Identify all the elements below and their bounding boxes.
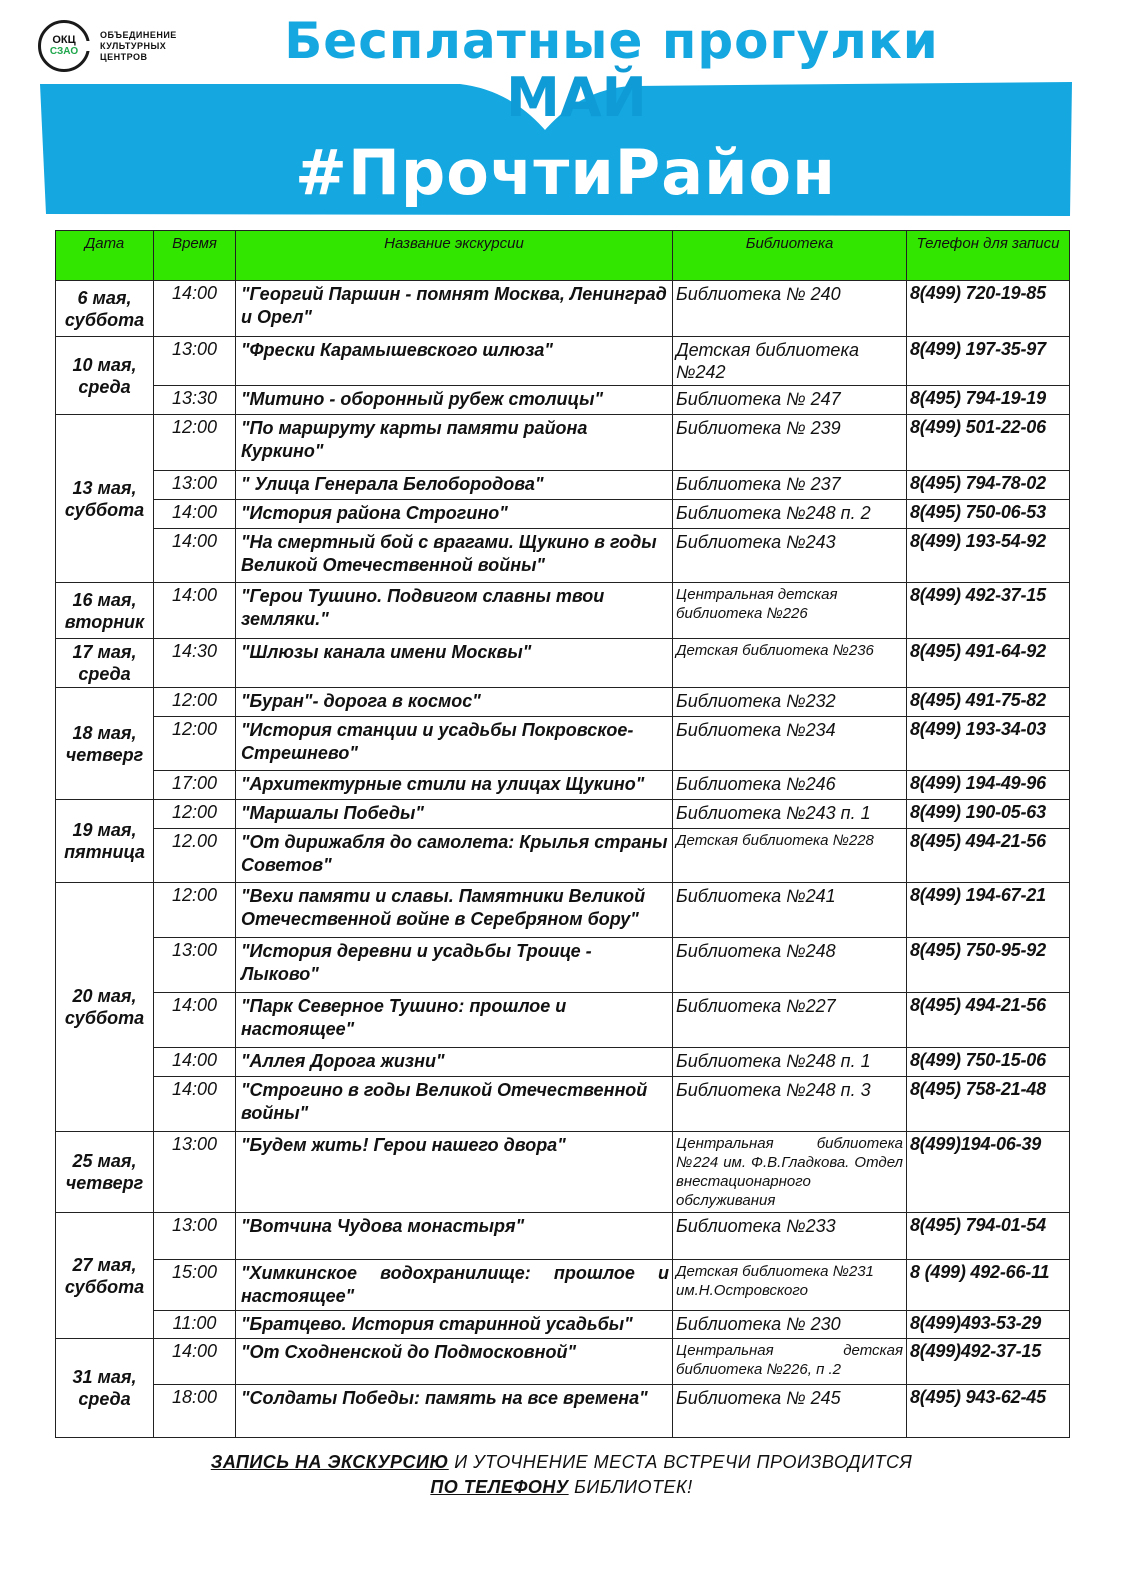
date-cell: 19 мая, пятница (56, 800, 154, 883)
excursion-name-cell: "Строгино в годы Великой Отечественной войны" (236, 1077, 673, 1132)
phone-cell: 8(499) 750-15-06 (907, 1048, 1070, 1077)
time-cell: 14:00 (154, 993, 236, 1048)
phone-cell: 8(499) 194-49-96 (907, 771, 1070, 800)
library-cell: Библиотека №227 (673, 993, 907, 1048)
phone-cell: 8(499) 197-35-97 (907, 337, 1070, 386)
library-cell: Центральная детская библиотека №226 (673, 583, 907, 639)
table-row (56, 1213, 1070, 1260)
excursion-name-cell: "От дирижабля до самолета: Крылья страны Советов" (236, 829, 673, 883)
table-row (56, 688, 1070, 717)
time-cell: 13:00 (154, 938, 236, 993)
excursion-name-cell: "Георгий Паршин - помнят Москва, Ленинград и Орел" (236, 281, 673, 337)
footer-underlined-2: ПО ТЕЛЕФОНУ (430, 1477, 569, 1497)
date-cell: 16 мая, вторник (56, 583, 154, 639)
library-cell: Библиотека №243 п. 1 (673, 800, 907, 829)
excursion-name-cell: "На смертный бой с врагами. Щукино в годы Великой Отечественной войны" (236, 529, 673, 583)
time-cell: 14:00 (154, 281, 236, 337)
library-cell: Детская библиотека №231 им.Н.Островского (673, 1260, 907, 1311)
date-cell: 13 мая, суббота (56, 415, 154, 583)
excursion-name-cell: "Буран"- дорога в космос" (236, 688, 673, 717)
library-cell: Библиотека № 247 (673, 386, 907, 415)
library-cell: Библиотека № 230 (673, 1311, 907, 1339)
logo-abbr: ОКЦ (52, 34, 76, 46)
phone-cell: 8(499) 720-19-85 (907, 281, 1070, 337)
library-cell: Центральная детская библиотека №226, п .2 (673, 1339, 907, 1385)
library-cell: Библиотека №248 п. 2 (673, 500, 907, 529)
phone-cell: 8(495) 750-06-53 (907, 500, 1070, 529)
table-row (56, 883, 1070, 938)
excursion-name-cell: "Солдаты Победы: память на все времена" (236, 1385, 673, 1438)
table-row (56, 471, 1070, 500)
excursion-name-cell: "Вехи памяти и славы. Памятники Великой Отечественной войне в Серебряном бору" (236, 883, 673, 938)
library-cell: Центральная библиотека №224 им. Ф.В.Гладкова. Отдел внестационарного обслуживания (673, 1132, 907, 1213)
table-row (56, 1048, 1070, 1077)
excursion-name-cell: "Шлюзы канала имени Москвы" (236, 639, 673, 688)
footer-text-1: И УТОЧНЕНИЕ МЕСТА ВСТРЕЧИ ПРОИЗВОДИТСЯ (448, 1452, 913, 1472)
excursion-name-cell: "Будем жить! Герои нашего двора" (236, 1132, 673, 1213)
footer-line-2 (0, 1477, 1123, 1498)
library-cell: Детская библиотека №228 (673, 829, 907, 883)
table-row (56, 1311, 1070, 1339)
library-cell: Библиотека № 245 (673, 1385, 907, 1438)
date-cell: 10 мая, среда (56, 337, 154, 415)
excursion-name-cell: "История района Строгино" (236, 500, 673, 529)
time-cell: 12:00 (154, 800, 236, 829)
excursion-name-cell: " Улица Генерала Белобородова" (236, 471, 673, 500)
footer-underlined-1: ЗАПИСЬ НА ЭКСКУРСИЮ (210, 1452, 449, 1472)
time-cell: 12:00 (154, 688, 236, 717)
phone-cell: 8(495) 794-19-19 (907, 386, 1070, 415)
phone-cell: 8(495) 494-21-56 (907, 829, 1070, 883)
time-cell: 13:00 (154, 1132, 236, 1213)
excursion-name-cell: "История деревни и усадьбы Троице - Лыково" (236, 938, 673, 993)
schedule-body (56, 281, 1070, 1438)
library-cell: Библиотека №233 (673, 1213, 907, 1260)
table-row (56, 1077, 1070, 1132)
time-cell: 18:00 (154, 1385, 236, 1438)
library-cell: Библиотека № 237 (673, 471, 907, 500)
library-cell: Библиотека №241 (673, 883, 907, 938)
table-row (56, 639, 1070, 688)
time-cell: 12:00 (154, 717, 236, 771)
phone-cell: 8(495) 750-95-92 (907, 938, 1070, 993)
date-cell: 31 мая, среда (56, 1339, 154, 1438)
table-row (56, 1385, 1070, 1438)
table-row (56, 415, 1070, 471)
table-row (56, 771, 1070, 800)
time-cell: 13:30 (154, 386, 236, 415)
excursion-name-cell: "Братцево. История старинной усадьбы" (236, 1311, 673, 1339)
footer-text-2: БИБЛИОТЕК! (568, 1477, 693, 1497)
excursion-name-cell: "Митино - оборонный рубеж столицы" (236, 386, 673, 415)
footer-line-1 (0, 1452, 1123, 1473)
library-cell: Библиотека №248 п. 1 (673, 1048, 907, 1077)
table-row (56, 800, 1070, 829)
library-cell: Библиотека №248 (673, 938, 907, 993)
phone-cell: 8(499) 193-54-92 (907, 529, 1070, 583)
excursion-name-cell: "История станции и усадьбы Покровское-Стрешнево" (236, 717, 673, 771)
phone-cell: 8(499)493-53-29 (907, 1311, 1070, 1339)
col-header-library: Библиотека (673, 231, 907, 281)
time-cell: 14:00 (154, 583, 236, 639)
time-cell: 12:00 (154, 883, 236, 938)
table-row (56, 529, 1070, 583)
logo-sub: СЗАО (49, 46, 79, 57)
library-cell: Детская библиотека №236 (673, 639, 907, 688)
table-row (56, 500, 1070, 529)
excursion-name-cell: "Вотчина Чудова монастыря" (236, 1213, 673, 1260)
phone-cell: 8(495) 491-64-92 (907, 639, 1070, 688)
time-cell: 12:00 (154, 415, 236, 471)
library-cell: Детская библиотека №242 (673, 337, 907, 386)
excursion-name-cell: "Химкинское водохранилище: прошлое и настоящее" (236, 1260, 673, 1311)
table-row (56, 281, 1070, 337)
table-row (56, 583, 1070, 639)
phone-cell: 8(499) 193-34-03 (907, 717, 1070, 771)
page-title: Бесплатные прогулки (284, 12, 939, 70)
month-title: МАЙ (506, 66, 647, 129)
date-cell: 25 мая, четверг (56, 1132, 154, 1213)
phone-cell: 8(499)194-06-39 (907, 1132, 1070, 1213)
table-header-row (56, 231, 1070, 281)
phone-cell: 8(495) 794-01-54 (907, 1213, 1070, 1260)
library-cell: Библиотека №243 (673, 529, 907, 583)
time-cell: 14:00 (154, 500, 236, 529)
excursion-name-cell: "Герои Тушино. Подвигом славны твои земляки." (236, 583, 673, 639)
phone-cell: 8(495) 794-78-02 (907, 471, 1070, 500)
excursion-name-cell: "По маршруту карты памяти района Куркино" (236, 415, 673, 471)
phone-cell: 8(495) 494-21-56 (907, 993, 1070, 1048)
time-cell: 14:00 (154, 529, 236, 583)
phone-cell: 8(499)492-37-15 (907, 1339, 1070, 1385)
library-cell: Библиотека №232 (673, 688, 907, 717)
library-cell: Библиотека №234 (673, 717, 907, 771)
time-cell: 11:00 (154, 1311, 236, 1339)
col-header-phone: Телефон для записи (907, 231, 1070, 281)
time-cell: 17:00 (154, 771, 236, 800)
library-cell: Библиотека № 239 (673, 415, 907, 471)
phone-cell: 8(495) 758-21-48 (907, 1077, 1070, 1132)
table-row (56, 1339, 1070, 1385)
logo-text: ОБЪЕДИНЕНИЕ КУЛЬТУРНЫХ ЦЕНТРОВ (100, 29, 177, 62)
time-cell: 13:00 (154, 471, 236, 500)
date-cell: 20 мая, суббота (56, 883, 154, 1132)
date-cell: 27 мая, суббота (56, 1213, 154, 1339)
time-cell: 14:00 (154, 1048, 236, 1077)
hashtag-title: #ПрочтиРайон (295, 136, 836, 209)
phone-cell: 8(499) 492-37-15 (907, 583, 1070, 639)
excursion-name-cell: "От Сходненской до Подмосковной" (236, 1339, 673, 1385)
excursion-name-cell: "Архитектурные стили на улицах Щукино" (236, 771, 673, 800)
phone-cell: 8(499) 190-05-63 (907, 800, 1070, 829)
time-cell: 14:00 (154, 1339, 236, 1385)
schedule-table (55, 230, 1070, 1438)
phone-cell: 8(499) 501-22-06 (907, 415, 1070, 471)
time-cell: 14:30 (154, 639, 236, 688)
phone-cell: 8(495) 491-75-82 (907, 688, 1070, 717)
time-cell: 13:00 (154, 337, 236, 386)
col-header-name: Название экскурсии (236, 231, 673, 281)
phone-cell: 8 (499) 492-66-11 (907, 1260, 1070, 1311)
library-cell: Библиотека № 240 (673, 281, 907, 337)
table-row (56, 1132, 1070, 1213)
excursion-name-cell: "Маршалы Победы" (236, 800, 673, 829)
table-row (56, 717, 1070, 771)
library-cell: Библиотека №248 п. 3 (673, 1077, 907, 1132)
phone-cell: 8(499) 194-67-21 (907, 883, 1070, 938)
table-row (56, 1260, 1070, 1311)
time-cell: 15:00 (154, 1260, 236, 1311)
time-cell: 14:00 (154, 1077, 236, 1132)
time-cell: 13:00 (154, 1213, 236, 1260)
table-row (56, 938, 1070, 993)
excursion-name-cell: "Парк Северное Тушино: прошлое и настоящее" (236, 993, 673, 1048)
table-row (56, 829, 1070, 883)
date-cell: 18 мая, четверг (56, 688, 154, 800)
table-row (56, 337, 1070, 386)
time-cell: 12.00 (154, 829, 236, 883)
table-row (56, 993, 1070, 1048)
phone-cell: 8(495) 943-62-45 (907, 1385, 1070, 1438)
date-cell: 17 мая, среда (56, 639, 154, 688)
col-header-time: Время (154, 231, 236, 281)
excursion-name-cell: "Фрески Карамышевского шлюза" (236, 337, 673, 386)
library-cell: Библиотека №246 (673, 771, 907, 800)
table-row (56, 386, 1070, 415)
col-header-date: Дата (56, 231, 154, 281)
date-cell: 6 мая, суббота (56, 281, 154, 337)
excursion-name-cell: "Аллея Дорога жизни" (236, 1048, 673, 1077)
